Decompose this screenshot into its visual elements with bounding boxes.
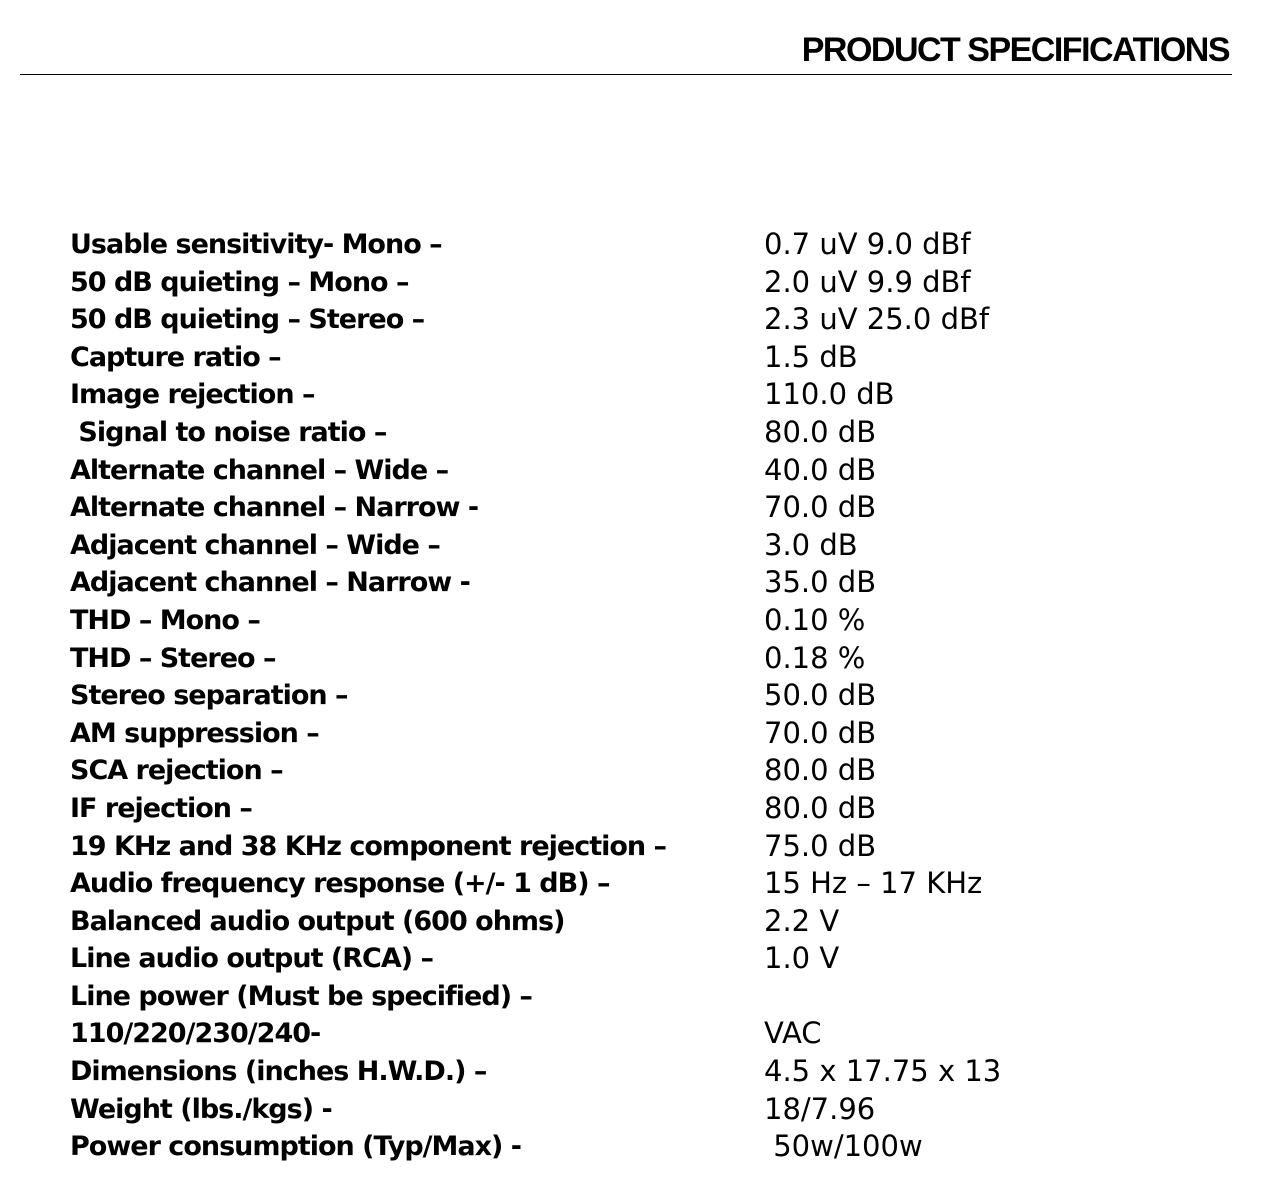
spec-value: 80.0 dB — [764, 414, 877, 449]
spec-row — [70, 1053, 1220, 1091]
spec-row — [70, 564, 1220, 602]
spec-label: Signal to noise ratio – — [70, 416, 387, 448]
spec-row — [70, 865, 1220, 903]
spec-row — [70, 752, 1220, 790]
spec-label: SCA rejection – — [70, 755, 283, 787]
spec-label: Adjacent channel – Narrow - — [70, 567, 470, 599]
spec-label: 110/220/230/240- — [70, 1018, 321, 1050]
spec-row — [70, 940, 1220, 978]
spec-label: Power consumption (Typ/Max) - — [70, 1131, 521, 1163]
spec-value: 2.2 V — [764, 903, 840, 938]
spec-row — [70, 226, 1220, 264]
spec-row — [70, 790, 1220, 828]
spec-label: Balanced audio output (600 ohms) — [70, 905, 565, 937]
spec-value: VAC — [764, 1016, 822, 1051]
spec-value: 50.0 dB — [764, 678, 877, 713]
spec-label: Weight (lbs./kgs) - — [70, 1093, 332, 1125]
spec-row — [70, 264, 1220, 302]
spec-value: 50w/100w — [764, 1129, 923, 1164]
spec-value: 70.0 dB — [764, 490, 877, 525]
page-title: PRODUCT SPECIFICATIONS — [801, 31, 1229, 69]
spec-label: Stereo separation – — [70, 680, 348, 712]
spec-row — [70, 903, 1220, 941]
spec-label: Alternate channel – Narrow - — [70, 492, 479, 524]
spec-row — [70, 301, 1220, 339]
spec-row — [70, 640, 1220, 678]
spec-value: 4.5 x 17.75 x 13 — [764, 1054, 1002, 1089]
spec-label: Capture ratio – — [70, 341, 281, 373]
spec-label: Adjacent channel – Wide – — [70, 529, 440, 561]
spec-row — [70, 414, 1220, 452]
spec-label: Line audio output (RCA) – — [70, 943, 433, 975]
spec-label: THD – Stereo – — [70, 642, 276, 674]
spec-row — [70, 677, 1220, 715]
spec-value: 80.0 dB — [764, 753, 877, 788]
spec-value: 110.0 dB — [764, 377, 895, 412]
spec-label: Audio frequency response (+/- 1 dB) – — [70, 868, 610, 900]
spec-row — [70, 527, 1220, 565]
spec-label: Alternate channel – Wide – — [70, 454, 449, 486]
spec-row — [70, 715, 1220, 753]
spec-value: 2.3 uV 25.0 dBf — [764, 302, 990, 337]
spec-value: 3.0 dB — [764, 527, 858, 562]
spec-value: 0.7 uV 9.0 dBf — [764, 227, 971, 261]
spec-row — [70, 978, 1220, 1016]
spec-label: Usable sensitivity- Mono – — [70, 229, 442, 260]
spec-row — [70, 1015, 1220, 1053]
spec-value: 70.0 dB — [764, 715, 877, 750]
spec-row — [70, 1128, 1220, 1166]
spec-value: 1.5 dB — [764, 339, 858, 374]
spec-row — [70, 452, 1220, 490]
spec-label: THD – Mono – — [70, 604, 260, 636]
spec-row — [70, 376, 1220, 414]
spec-label: AM suppression – — [70, 717, 319, 749]
spec-value: 0.10 % — [764, 602, 866, 637]
spec-label: IF rejection – — [70, 792, 252, 824]
spec-value: 2.0 uV 9.9 dBf — [764, 264, 971, 299]
spec-value: 35.0 dB — [764, 565, 877, 600]
spec-label: Line power (Must be specified) – — [70, 980, 532, 1012]
spec-value: 18/7.96 — [764, 1091, 876, 1126]
spec-label: 50 dB quieting – Mono – — [70, 266, 409, 298]
spec-value: 75.0 dB — [764, 828, 877, 863]
spec-row — [70, 339, 1220, 377]
spec-value: 80.0 dB — [764, 790, 877, 825]
spec-value: 1.0 V — [764, 941, 840, 976]
spec-value: 0.18 % — [764, 640, 866, 675]
spec-label: Dimensions (inches H.W.D.) – — [70, 1056, 487, 1088]
spec-row — [70, 1091, 1220, 1129]
spec-value: 15 Hz – 17 KHz — [764, 866, 983, 901]
spec-row — [70, 489, 1220, 527]
spec-row — [70, 602, 1220, 640]
spec-list — [70, 226, 1220, 1166]
spec-value: 40.0 dB — [764, 452, 877, 487]
spec-row — [70, 828, 1220, 866]
title-divider — [20, 74, 1232, 75]
spec-label: 19 KHz and 38 KHz component rejection – — [70, 830, 667, 862]
spec-label: 50 dB quieting – Stereo – — [70, 304, 425, 336]
spec-label: Image rejection – — [70, 379, 315, 411]
